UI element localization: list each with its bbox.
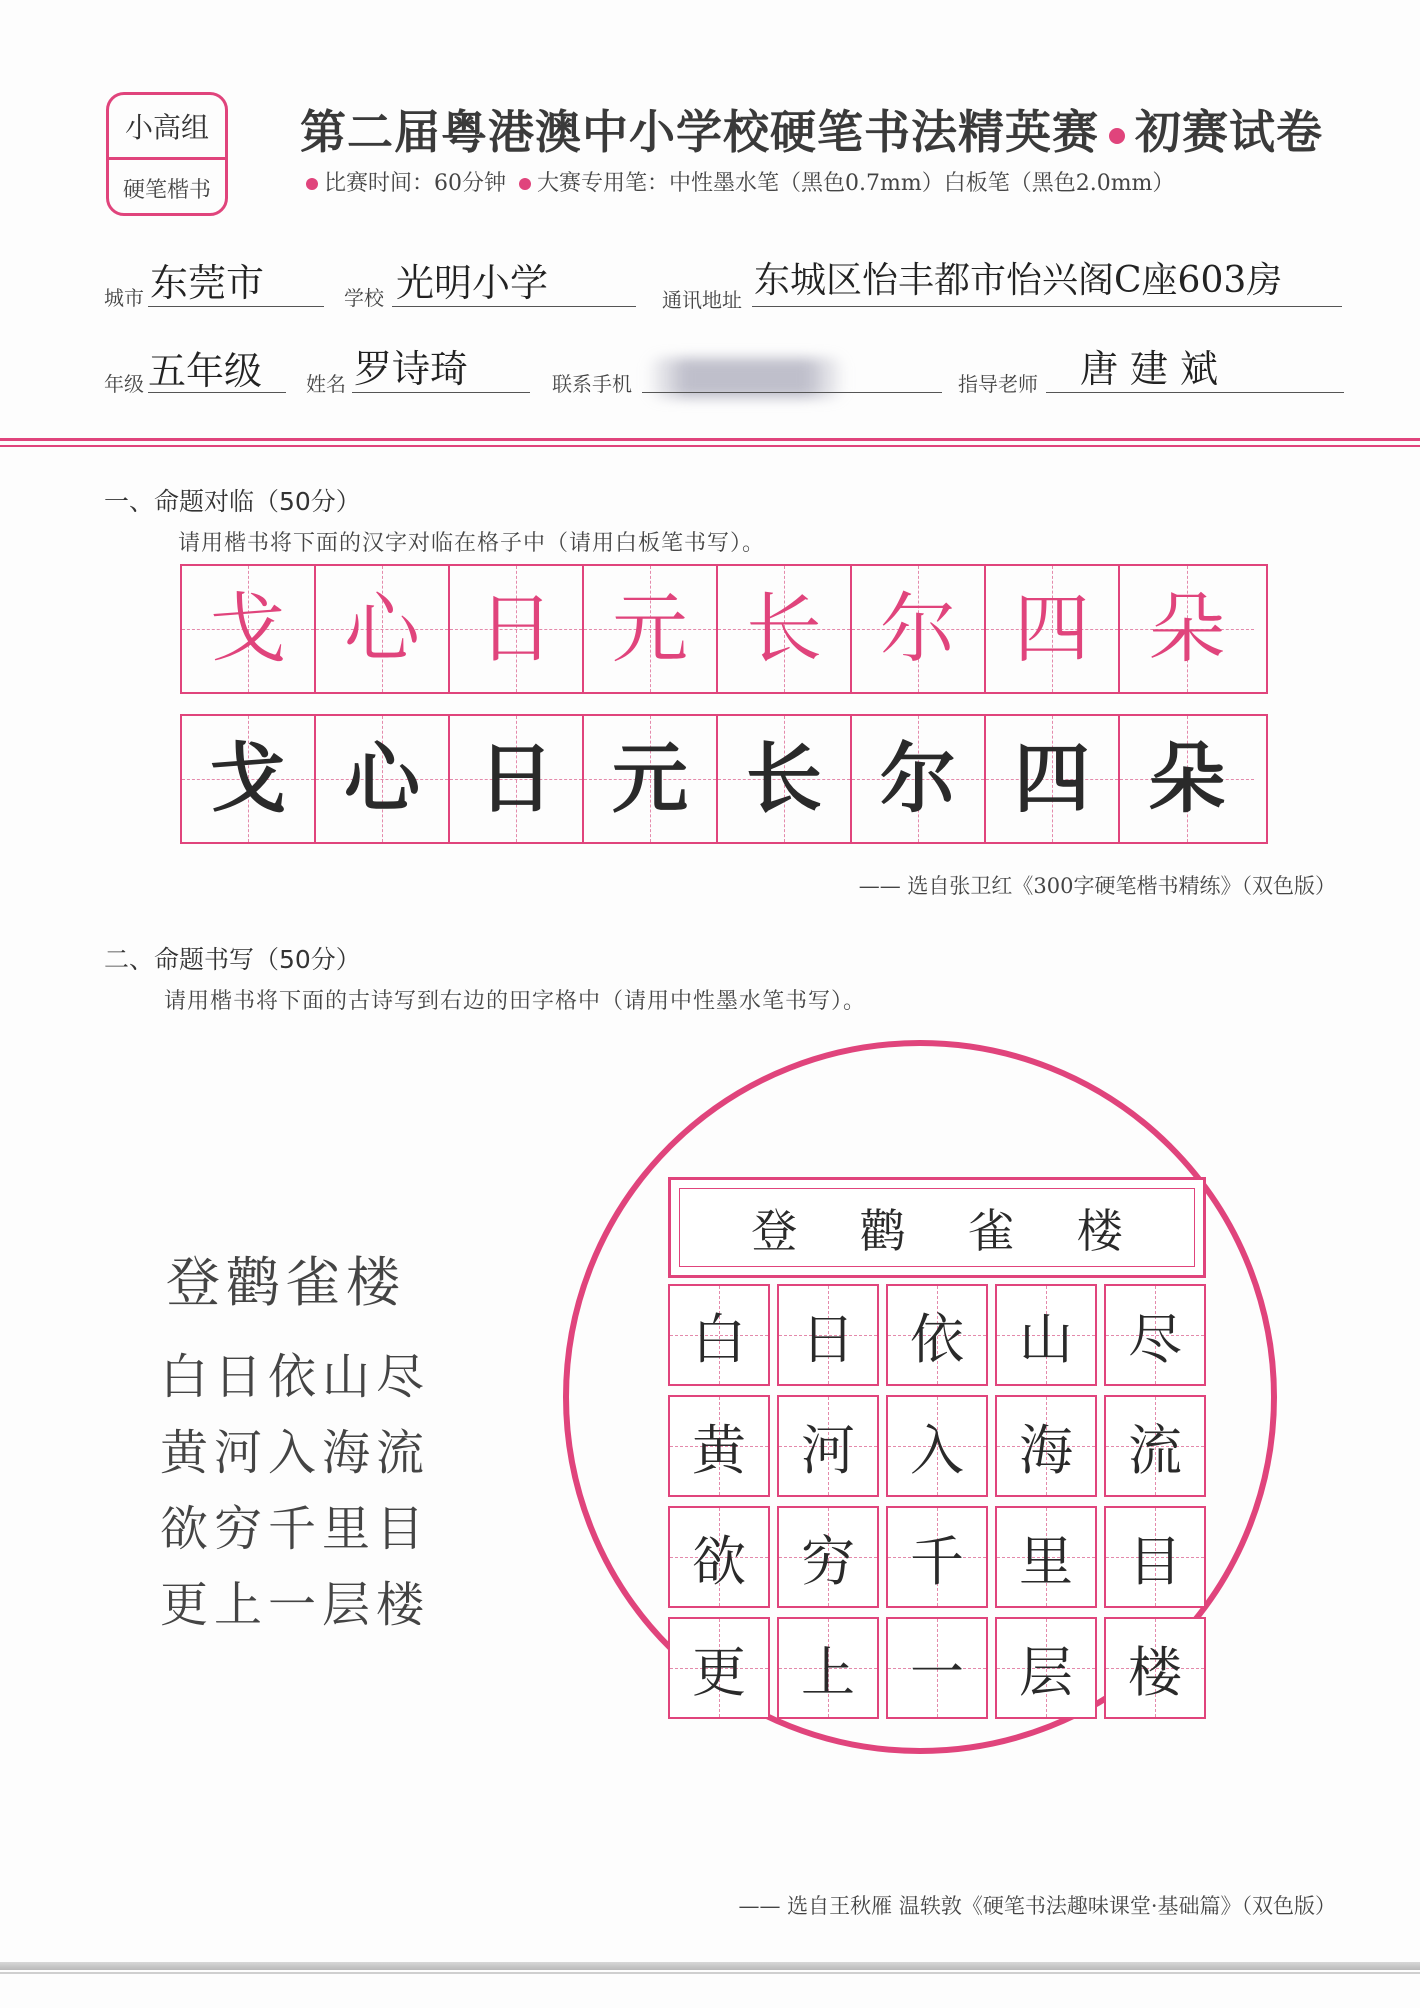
written-char: 里 bbox=[1019, 1529, 1073, 1593]
phone-underline[interactable] bbox=[642, 392, 942, 393]
group-badge bbox=[106, 92, 228, 216]
tianzi-cell[interactable] bbox=[777, 1617, 879, 1719]
written-title-char: 登 bbox=[751, 1203, 798, 1258]
section1-source: —— 选自张卫红《300字硬笔楷书精练》（双色版） bbox=[858, 874, 1336, 898]
tianzi-cell[interactable] bbox=[1104, 1617, 1206, 1719]
page-title bbox=[300, 96, 1323, 162]
model-char: 尔 bbox=[880, 584, 956, 673]
address-underline bbox=[752, 306, 1342, 307]
written-title-char: 鹳 bbox=[859, 1203, 906, 1258]
written-char: 入 bbox=[910, 1418, 964, 1482]
exam-info bbox=[306, 166, 1174, 197]
exam-pens: 大赛专用笔：中性墨水笔（黑色0.7mm）白板笔（黑色2.0mm） bbox=[537, 171, 1175, 196]
model-char: 四 bbox=[1014, 584, 1090, 673]
written-char: 戈 bbox=[210, 734, 286, 823]
model-char: 朵 bbox=[1149, 584, 1225, 673]
name-underline bbox=[352, 392, 530, 393]
city-label: 城市 bbox=[104, 286, 144, 310]
grid-cell[interactable] bbox=[450, 716, 584, 842]
written-char: 日 bbox=[478, 734, 554, 823]
grid-cell[interactable] bbox=[584, 716, 718, 842]
tianzi-cell[interactable] bbox=[886, 1617, 988, 1719]
model-char: 长 bbox=[746, 584, 822, 673]
scan-footer-bar bbox=[0, 1962, 1420, 1970]
tianzi-cell[interactable] bbox=[995, 1284, 1097, 1386]
poem-line: 黄河入海流 bbox=[160, 1425, 431, 1481]
city-value[interactable]: 东莞市 bbox=[150, 261, 265, 305]
written-char: 河 bbox=[801, 1418, 855, 1482]
bullet-dot-icon bbox=[1109, 128, 1125, 144]
written-char: 目 bbox=[1128, 1529, 1182, 1593]
name-value[interactable]: 罗诗琦 bbox=[354, 347, 469, 391]
section2-source: —— 选自王秋雁 温轶敦《硬笔书法趣味课堂·基础篇》（双色版） bbox=[738, 1894, 1336, 1918]
written-char: 流 bbox=[1128, 1418, 1182, 1482]
tianzi-cell[interactable] bbox=[777, 1284, 879, 1386]
written-char: 穷 bbox=[801, 1529, 855, 1593]
grid-cell[interactable] bbox=[852, 716, 986, 842]
title-sub: 初赛试卷 bbox=[1135, 105, 1323, 159]
written-char: 日 bbox=[801, 1307, 855, 1371]
poem-line: 更上一层楼 bbox=[160, 1577, 431, 1633]
header-divider-thin bbox=[0, 445, 1420, 447]
grid-cell[interactable] bbox=[182, 716, 316, 842]
written-char: 一 bbox=[910, 1640, 964, 1704]
written-title-char: 雀 bbox=[968, 1203, 1015, 1258]
city-underline bbox=[148, 306, 324, 307]
grid-cell[interactable] bbox=[1120, 716, 1254, 842]
grid-cell[interactable] bbox=[718, 716, 852, 842]
tianzi-cell[interactable] bbox=[1104, 1506, 1206, 1608]
grid-cell bbox=[718, 566, 852, 692]
written-char: 黄 bbox=[692, 1418, 746, 1482]
school-underline bbox=[392, 306, 636, 307]
school-value[interactable]: 光明小学 bbox=[396, 261, 549, 305]
written-char: 层 bbox=[1019, 1640, 1073, 1704]
school-label: 学校 bbox=[344, 286, 384, 310]
written-char: 尽 bbox=[1128, 1307, 1182, 1371]
written-char: 白 bbox=[692, 1307, 746, 1371]
section1-heading: 一、命题对临（50分） bbox=[104, 487, 361, 516]
bullet-dot-icon bbox=[306, 178, 318, 190]
tianzi-cell[interactable] bbox=[668, 1506, 770, 1608]
written-character-grid[interactable] bbox=[180, 714, 1268, 844]
tianzi-cell[interactable] bbox=[668, 1395, 770, 1497]
written-char: 依 bbox=[910, 1307, 964, 1371]
scan-footer-line bbox=[0, 1972, 1420, 1974]
tianzi-cell[interactable] bbox=[1104, 1284, 1206, 1386]
poem-tianzi-grid[interactable] bbox=[668, 1284, 1206, 1719]
exam-time: 比赛时间：60分钟 bbox=[324, 171, 506, 196]
written-char: 尔 bbox=[880, 734, 956, 823]
model-char: 心 bbox=[344, 584, 420, 673]
model-char: 元 bbox=[612, 584, 688, 673]
grid-cell bbox=[316, 566, 450, 692]
grade-label: 年级 bbox=[104, 372, 144, 396]
model-character-grid bbox=[180, 564, 1268, 694]
tianzi-cell[interactable] bbox=[777, 1395, 879, 1497]
title-main: 第二届粤港澳中小学校硬笔书法精英赛 bbox=[300, 105, 1099, 159]
tianzi-cell[interactable] bbox=[668, 1617, 770, 1719]
grid-cell[interactable] bbox=[986, 716, 1120, 842]
badge-group-label: 小高组 bbox=[109, 95, 225, 160]
grid-cell bbox=[450, 566, 584, 692]
tianzi-cell[interactable] bbox=[886, 1506, 988, 1608]
poem-title-box[interactable] bbox=[668, 1177, 1206, 1278]
header-divider bbox=[0, 438, 1420, 441]
grid-cell bbox=[852, 566, 986, 692]
written-char: 欲 bbox=[692, 1529, 746, 1593]
written-char: 更 bbox=[692, 1640, 746, 1704]
tianzi-cell[interactable] bbox=[995, 1395, 1097, 1497]
teacher-value[interactable]: 唐建斌 bbox=[1080, 347, 1231, 391]
grid-cell bbox=[182, 566, 316, 692]
written-char: 心 bbox=[344, 734, 420, 823]
written-char: 千 bbox=[910, 1529, 964, 1593]
poem-title: 登鹳雀楼 bbox=[166, 1251, 406, 1314]
grid-cell[interactable] bbox=[316, 716, 450, 842]
tianzi-cell[interactable] bbox=[995, 1506, 1097, 1608]
tianzi-cell[interactable] bbox=[886, 1284, 988, 1386]
written-char: 楼 bbox=[1128, 1640, 1182, 1704]
poem-line: 白日依山尽 bbox=[160, 1349, 431, 1405]
address-value[interactable]: 东城区怡丰都市怡兴阁C座603房 bbox=[754, 260, 1283, 301]
section2-heading: 二、命题书写（50分） bbox=[104, 945, 361, 974]
phone-label: 联系手机 bbox=[552, 372, 632, 396]
tianzi-cell[interactable] bbox=[668, 1284, 770, 1386]
written-char: 山 bbox=[1019, 1307, 1073, 1371]
grade-value[interactable]: 五年级 bbox=[148, 349, 263, 393]
written-char: 朵 bbox=[1149, 734, 1225, 823]
written-char: 四 bbox=[1014, 734, 1090, 823]
model-char: 日 bbox=[478, 584, 554, 673]
written-char: 上 bbox=[801, 1640, 855, 1704]
teacher-underline bbox=[1046, 392, 1344, 393]
address-label: 通讯地址 bbox=[662, 288, 742, 312]
poem-line: 欲穷千里目 bbox=[160, 1501, 431, 1557]
name-label: 姓名 bbox=[306, 372, 346, 396]
tianzi-cell[interactable] bbox=[995, 1617, 1097, 1719]
tianzi-cell[interactable] bbox=[1104, 1395, 1206, 1497]
tianzi-cell[interactable] bbox=[886, 1395, 988, 1497]
section2-instruction: 请用楷书将下面的古诗写到右边的田字格中（请用中性墨水笔书写）。 bbox=[164, 989, 867, 1014]
grid-cell bbox=[1120, 566, 1254, 692]
grid-cell bbox=[584, 566, 718, 692]
teacher-label: 指导老师 bbox=[958, 372, 1038, 396]
written-char: 元 bbox=[612, 734, 688, 823]
section1-instruction: 请用楷书将下面的汉字对临在格子中（请用白板笔书写）。 bbox=[178, 531, 766, 556]
model-char: 戈 bbox=[210, 584, 286, 673]
written-char: 长 bbox=[746, 734, 822, 823]
badge-style-label: 硬笔楷书 bbox=[122, 177, 211, 203]
written-title-char: 楼 bbox=[1076, 1203, 1123, 1258]
grade-underline bbox=[148, 392, 286, 393]
grid-cell bbox=[986, 566, 1120, 692]
bullet-dot-icon bbox=[519, 178, 531, 190]
written-char: 海 bbox=[1019, 1418, 1073, 1482]
tianzi-cell[interactable] bbox=[777, 1506, 879, 1608]
